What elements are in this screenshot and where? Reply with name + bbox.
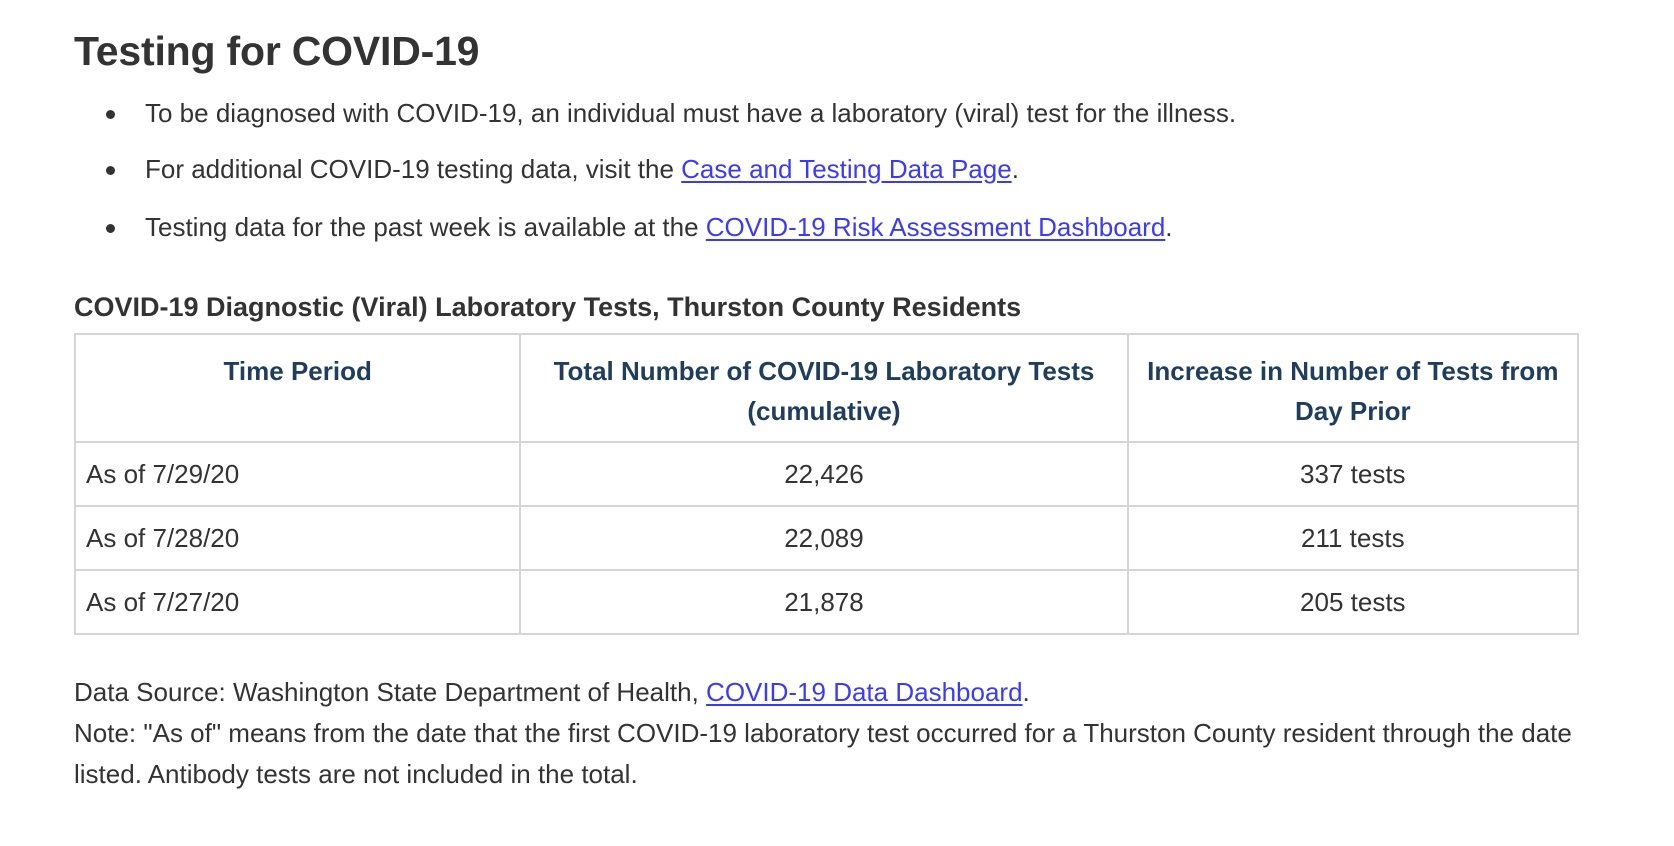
bullet-item-diagnosis <box>74 98 1236 128</box>
covid-data-dashboard-link[interactable]: COVID-19 Data Dashboard <box>706 677 1023 707</box>
table-header-row <box>75 334 1578 442</box>
table-row <box>75 570 1578 634</box>
data-source-text: Data Source: Washington State Department of Health, <box>74 677 707 707</box>
lab-tests-table <box>74 333 1579 635</box>
bullet-suffix: . <box>1165 212 1173 242</box>
data-source-line <box>74 672 1594 713</box>
cell-increase: 211 tests <box>1128 506 1578 570</box>
cell-total-tests: 22,426 <box>520 442 1127 506</box>
cell-total-tests: 22,089 <box>520 506 1127 570</box>
table-caption: COVID-19 Diagnostic (Viral) Laboratory Tests, Thurston County Residents <box>74 292 1022 322</box>
cell-increase: 337 tests <box>1128 442 1578 506</box>
cell-time-period: As of 7/28/20 <box>75 506 520 570</box>
bullet-item-testing-data <box>74 154 1236 184</box>
data-source-suffix: . <box>1022 677 1030 707</box>
bullet-dot-icon <box>106 110 115 119</box>
bullet-suffix: . <box>1011 154 1019 184</box>
page-title: Testing for COVID-19 <box>74 28 480 74</box>
cell-increase: 205 tests <box>1128 570 1578 634</box>
header-increase: Increase in Number of Tests from Day Prior <box>1128 334 1578 442</box>
bullet-text: Testing data for the past week is available at the <box>145 212 706 242</box>
risk-assessment-dashboard-link[interactable]: COVID-19 Risk Assessment Dashboard <box>705 212 1166 242</box>
bullet-text: For additional COVID-19 testing data, visit the <box>145 154 682 184</box>
table-row <box>75 442 1578 506</box>
bullet-dot-icon <box>106 166 115 175</box>
table-row <box>75 506 1578 570</box>
header-time-period: Time Period <box>75 334 520 442</box>
note-text: Note: "As of" means from the date that the first COVID-19 laboratory test occurred for a Thurston County resident through the date listed. Antibody tests are not included in the total. <box>74 718 1572 789</box>
cell-time-period: As of 7/27/20 <box>75 570 520 634</box>
bullet-text: To be diagnosed with COVID-19, an individual must have a laboratory (viral) test for the illness. <box>145 98 1237 128</box>
cell-total-tests: 21,878 <box>520 570 1127 634</box>
bullet-item-past-week <box>74 212 1236 242</box>
case-testing-data-link[interactable]: Case and Testing Data Page <box>681 154 1012 184</box>
cell-time-period: As of 7/29/20 <box>75 442 520 506</box>
footer-notes <box>74 672 1594 795</box>
info-bullet-list <box>74 98 1236 268</box>
header-total-tests: Total Number of COVID-19 Laboratory Tests (cumulative) <box>520 334 1127 442</box>
bullet-dot-icon <box>106 224 115 233</box>
